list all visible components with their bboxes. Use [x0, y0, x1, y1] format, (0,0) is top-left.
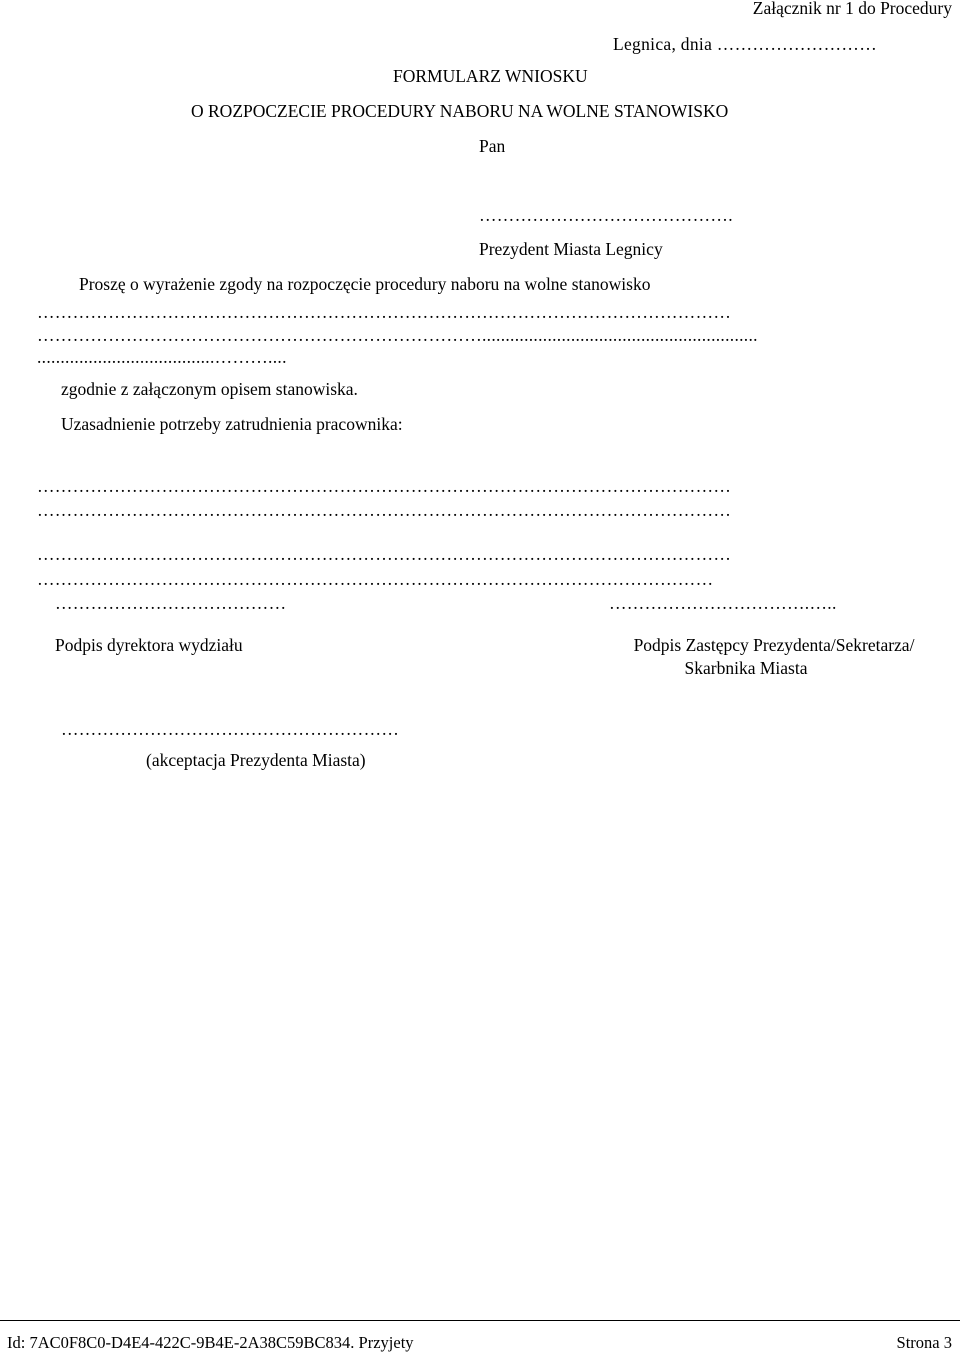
deputy-signature-label-line1: Podpis Zastępcy Prezydenta/Sekretarza/: [633, 635, 915, 655]
president-acceptance-label: (akceptacja Prezydenta Miasta): [146, 750, 366, 770]
deputy-signature-label-line2: Skarbnika Miasta: [684, 658, 808, 678]
description-note: zgodnie z załączonym opisem stanowiska.: [61, 379, 358, 399]
position-line-1: ………………………………………………………………………………………………………: [37, 302, 732, 322]
justification-line-3: ………………………………………………………………………………………………………: [37, 544, 732, 564]
justification-line-1: ………………………………………………………………………………………………………: [37, 476, 732, 496]
director-signature-label: Podpis dyrektora wydziału: [55, 635, 243, 655]
footer-doc-id: Id: 7AC0F8C0-D4E4-422C-9B4E-2A38C59BC834. Przyjety: [7, 1333, 414, 1352]
justification-line-2: ………………………………………………………………………………………………………: [37, 500, 732, 520]
position-line-3: ......................................………....: [37, 347, 287, 367]
addressee-name-line: …………………………………….: [479, 205, 733, 225]
president-signature-line: …………………………………………………: [61, 719, 400, 739]
place-date-line: Legnica, dnia ………………………: [613, 34, 878, 54]
addressee-title: Prezydent Miasta Legnicy: [479, 239, 663, 259]
footer-divider: [0, 1320, 960, 1321]
form-title-line2: O ROZPOCZECIE PROCEDURY NABORU NA WOLNE STANOWISKO: [191, 101, 729, 121]
justification-line-4: ……………………………………………………………………………………………………: [37, 569, 714, 589]
justification-label: Uzasadnienie potrzeby zatrudnienia pracownika:: [61, 414, 403, 434]
attachment-label: Załącznik nr 1 do Procedury: [752, 0, 952, 18]
footer-page-number: Strona 3: [896, 1333, 952, 1352]
position-line-2: …………………………………………………………………...........................................................: [37, 325, 758, 345]
salutation: Pan: [479, 136, 506, 156]
form-title-line1: FORMULARZ WNIOSKU: [393, 66, 588, 86]
deputy-signature-line: …………………………….…..: [609, 593, 837, 613]
director-signature-line: …………………………………: [55, 593, 287, 613]
request-text: Proszę o wyrażenie zgody na rozpoczęcie procedury naboru na wolne stanowisko: [79, 274, 651, 294]
